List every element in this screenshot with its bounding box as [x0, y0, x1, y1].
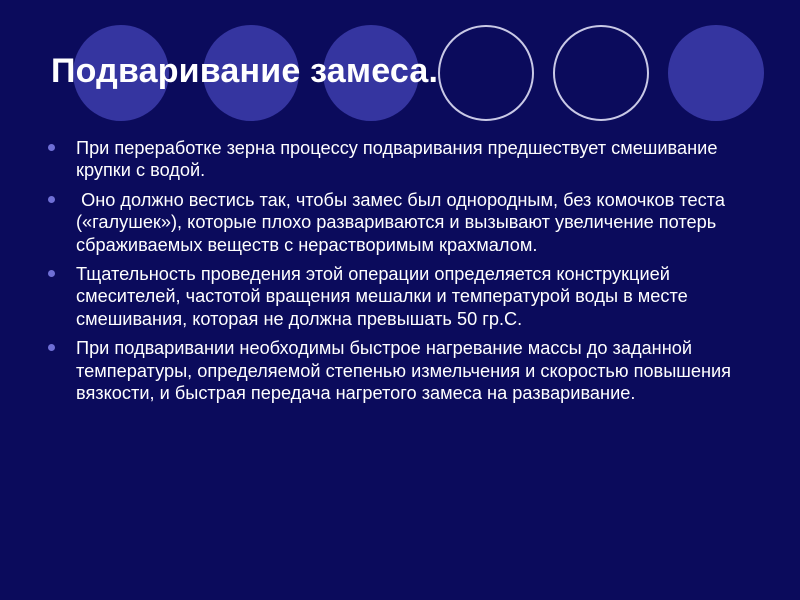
- decorative-circle-outline: [438, 25, 534, 121]
- bullet-icon: [48, 344, 55, 351]
- bullet-item: [48, 337, 748, 404]
- bullet-item: [48, 137, 748, 182]
- bullet-text: Оно должно вестись так, чтобы замес был однородным, без комочков теста («галушек»), которые плохо развариваются и вызывают увеличение потерь сбраживаемых веществ с нерастворимым крахмалом.: [76, 189, 731, 255]
- bullet-icon: [48, 144, 55, 151]
- bullet-icon: [48, 270, 55, 277]
- bullet-icon: [48, 196, 55, 203]
- bullet-text: Тщательность проведения этой операции определяется конструкцией смесителей, частотой вращения мешалки и температурой воды в месте смешивания, которая не должна превышать 50 гр.С.: [76, 264, 688, 329]
- bullet-item: [48, 263, 748, 330]
- decorative-circle: [668, 25, 764, 121]
- slide-title: Подваривание замеса.: [51, 52, 439, 90]
- decorative-circle-outline: [553, 25, 649, 121]
- bullet-list: [48, 137, 748, 411]
- bullet-text: При переработке зерна процессу подваривания предшествует смешивание крупки с водой.: [76, 138, 718, 181]
- bullet-text: При подваривании необходимы быстрое нагревание массы до заданной температуры, определяемой степенью измельчения и скоростью повышения вязкости, и быстрая передача нагретого замеса на разваривание.: [76, 338, 732, 404]
- bullet-item: [48, 189, 748, 256]
